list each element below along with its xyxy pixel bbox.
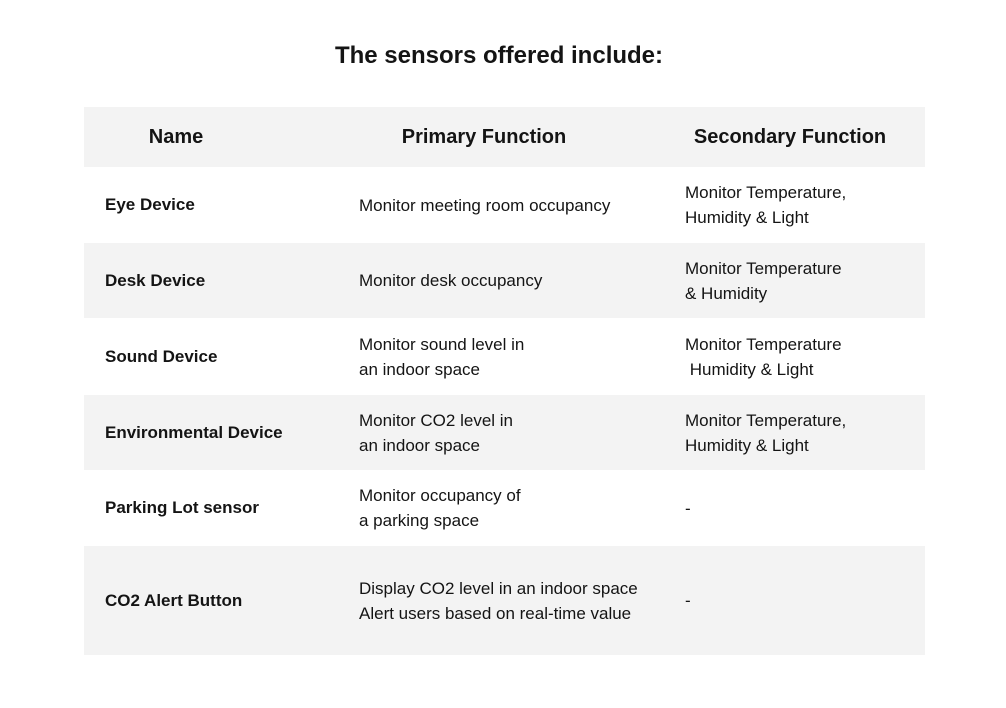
- page-title: The sensors offered include:: [334, 42, 664, 69]
- table-row: [84, 318, 925, 395]
- primary-function: Display CO2 level in an indoor space Alert users based on real-time value: [359, 578, 638, 623]
- table-row: [84, 167, 925, 243]
- table-header-row: [84, 107, 925, 167]
- secondary-function: Monitor Temperature, Humidity & Light: [685, 410, 847, 455]
- secondary-function: Monitor Temperature & Humidity: [685, 258, 842, 303]
- sensor-name: CO2 Alert Button: [105, 590, 243, 610]
- table-row: [84, 546, 925, 655]
- sensor-name: Parking Lot sensor: [105, 498, 259, 517]
- secondary-function: Monitor Temperature Humidity & Light: [685, 334, 842, 379]
- primary-function: Monitor sound level in an indoor space: [359, 334, 525, 379]
- secondary-function: -: [685, 498, 691, 518]
- header-name: Name: [148, 125, 204, 148]
- table-row: [84, 243, 925, 318]
- table-row: [84, 470, 925, 546]
- sensor-name: Eye Device: [105, 195, 195, 214]
- sensor-name: Sound Device: [105, 346, 218, 366]
- primary-function: Monitor CO2 level in an indoor space: [359, 410, 514, 455]
- table-row: [84, 395, 925, 470]
- sensor-name: Desk Device: [105, 270, 206, 290]
- primary-function: Monitor meeting room occupancy: [359, 195, 611, 215]
- sensor-name: Environmental Device: [105, 422, 283, 442]
- primary-function: Monitor occupancy of a parking space: [359, 486, 521, 530]
- sensor-table: [84, 107, 925, 655]
- primary-function: Monitor desk occupancy: [359, 271, 543, 290]
- secondary-function: Monitor Temperature, Humidity & Light: [685, 183, 847, 227]
- header-primary-function: Primary Function: [401, 125, 567, 148]
- secondary-function: -: [685, 591, 691, 610]
- header-secondary-function: Secondary Function: [693, 125, 887, 148]
